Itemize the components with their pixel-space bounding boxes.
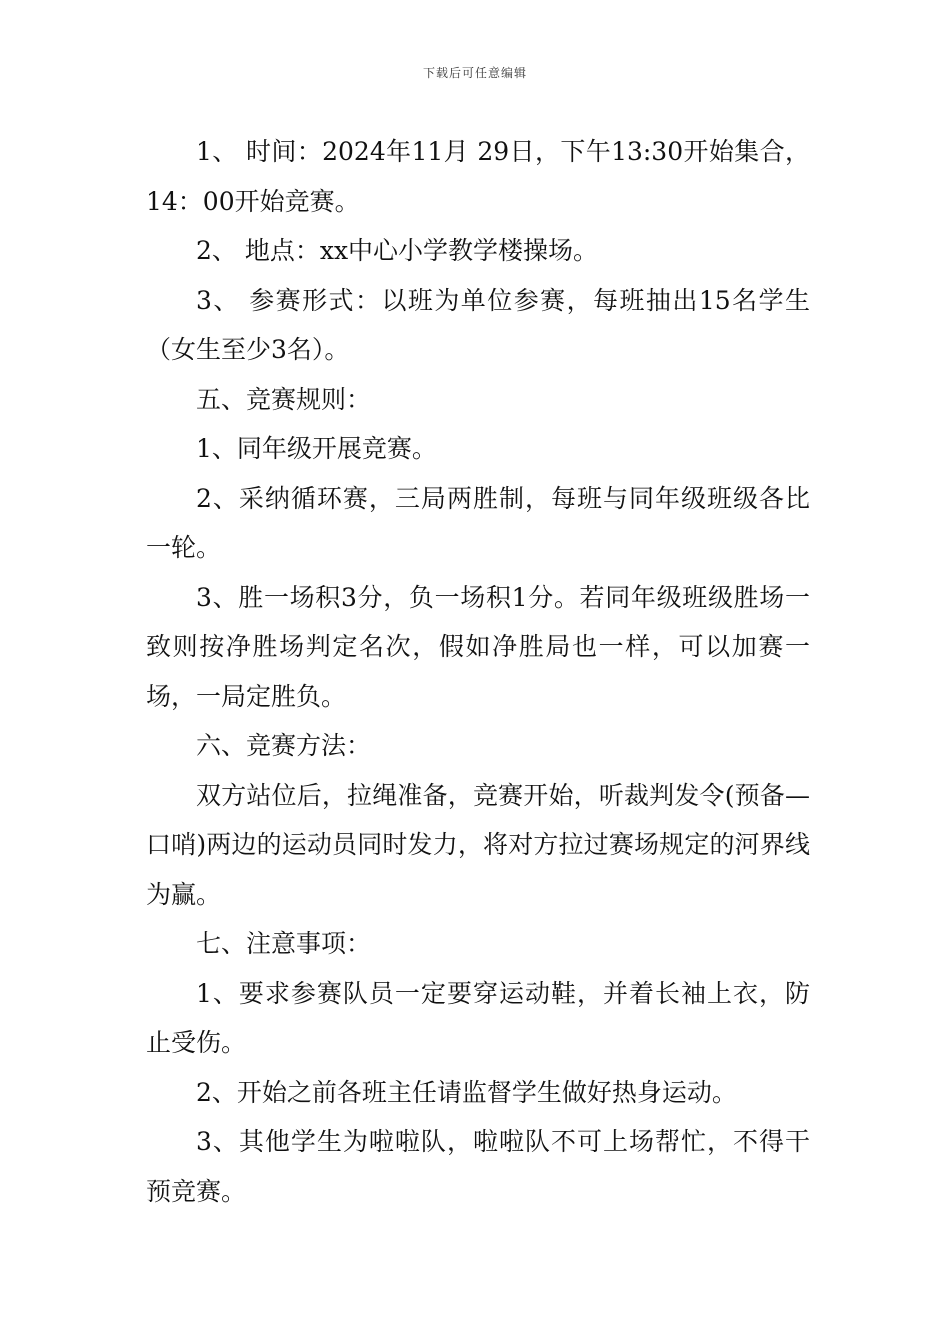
paragraph-format: 3、 参赛形式：以班为单位参赛，每班抽出15名学生（女生至少3名）。 [146,285,810,364]
paragraph-time: 1、 时间：2024年11月 29日，下午13:30开始集合，14：00开始竞赛。 [146,137,810,216]
paragraph-note-1: 1、要求参赛队员一定要穿运动鞋，并着长袖上衣，防止受伤。 [146,978,810,1057]
paragraph-rule-3: 3、胜一场积3分，负一场积1分。若同年级班级胜场一致则按净胜场判定名次，假如净胜局也一样，可以加赛一场，一局定胜负。 [146,582,810,711]
paragraph-note-3: 3、其他学生为啦啦队，啦啦队不可上场帮忙，不得干预竞赛。 [146,1127,810,1206]
paragraph-method: 双方站位后，拉绳准备，竞赛开始，听裁判发令(预备—口哨)两边的运动员同时发力，将对方拉过赛场规定的河界线为赢。 [146,780,810,909]
section-heading-notes: 七、注意事项： [196,929,372,958]
document-body [146,127,810,1216]
paragraph-rule-1: 1、同年级开展竞赛。 [196,434,437,463]
section-heading-rules: 五、竞赛规则： [196,384,372,414]
paragraph-note-2: 2、开始之前各班主任请监督学生做好热身运动。 [196,1077,737,1107]
section-heading-method: 六、竞赛方法： [196,731,372,760]
paragraph-location: 2、 地点：xx中心小学教学楼操场。 [196,236,599,265]
page-header: 下载后可任意编辑 [422,66,527,80]
paragraph-rule-2: 2、采纳循环赛，三局两胜制，每班与同年级班级各比一轮。 [146,483,810,562]
